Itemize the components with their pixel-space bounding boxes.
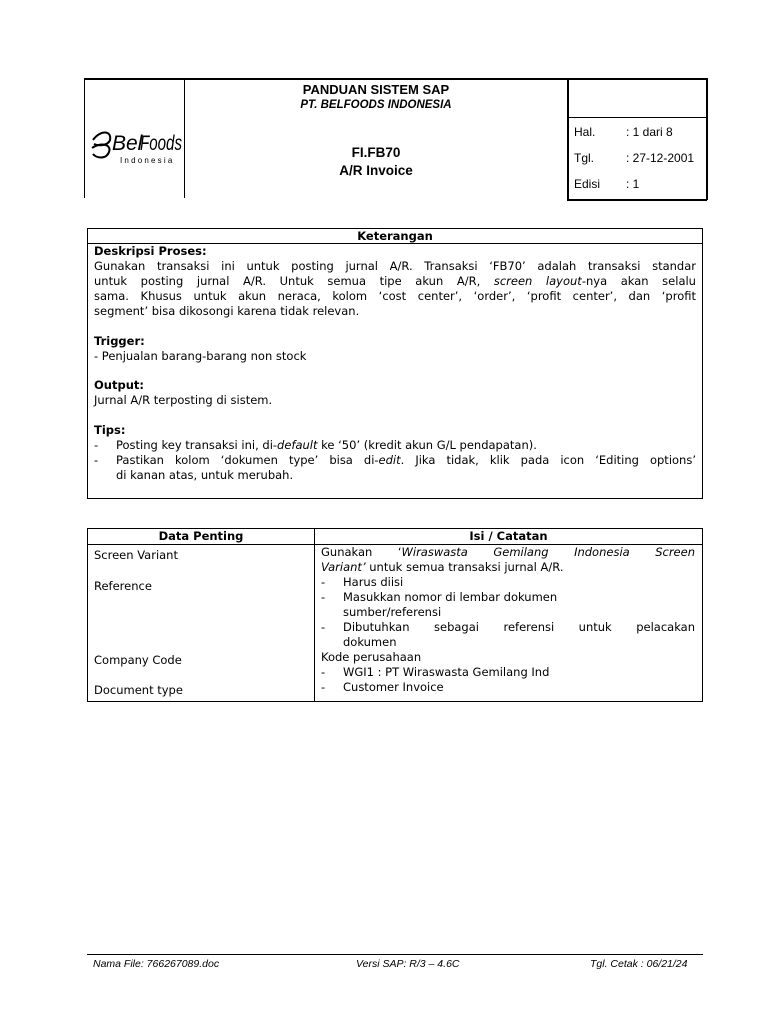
belfoods-logo-icon <box>90 118 182 170</box>
reference-item: - Harus diisi <box>321 575 404 589</box>
manual-title: PANDUAN SISTEM SAP <box>302 82 450 97</box>
row-label-document-type: Document type <box>94 683 183 697</box>
transaction-code: FI.FB70 <box>351 145 401 160</box>
company-logo <box>90 118 182 170</box>
output-title: Output: <box>94 378 144 392</box>
meta-edition: Edisi : 1 <box>574 177 640 191</box>
deskripsi-line-2: untuk posting jurnal A/R. Untuk semua tipe akun A/R, screen layout-nya akan selalu <box>94 274 696 288</box>
column-header: Isi / Catatan <box>469 529 548 543</box>
svg-text:Foods: Foods <box>140 132 183 155</box>
reference-item: - Dibutuhkan sebagai referensi untuk pelacakan dokumen <box>321 620 695 649</box>
trigger-text: - Penjualan barang-barang non stock <box>94 349 307 363</box>
svg-text:Indonesia: Indonesia <box>120 156 175 165</box>
deskripsi-line-1: Gunakan transaksi ini untuk posting jurnal A/R. Transaksi ‘FB70’ adalah transaksi standar <box>94 259 696 273</box>
tip-item: - Pastikan kolom ‘dokumen type’ bisa di-edit. Jika tidak, klik pada icon ‘Editing options’ di kanan atas, untuk merubah. <box>94 453 696 482</box>
company-code-note: Kode perusahaan <box>321 650 422 664</box>
svg-text:Bel: Bel <box>112 132 143 155</box>
row-label-screen-variant: Screen Variant <box>94 548 178 562</box>
meta-date: Tgl. : 27-12-2001 <box>574 151 695 165</box>
trigger-title: Trigger: <box>94 334 145 348</box>
output-text: Jurnal A/R terposting di sistem. <box>94 393 273 407</box>
deskripsi-line-4: segment’ bisa dikosongi karena tidak relevan. <box>94 304 360 318</box>
keterangan-heading: Keterangan <box>357 229 433 243</box>
footer-print-date: Tgl. Cetak : 06/21/24 <box>590 958 688 970</box>
row-label-reference: Reference <box>94 579 152 593</box>
document-name: A/R Invoice <box>339 163 413 178</box>
company-name: PT. BELFOODS INDONESIA <box>300 99 452 111</box>
footer-file-name: Nama File: 766267089.doc <box>93 958 220 970</box>
tip-item: - Posting key transaksi ini, di-default ke ‘50’ (kredit akun G/L pendapatan). <box>94 438 537 452</box>
column-header: Data Penting <box>158 529 244 543</box>
tips-title: Tips: <box>94 423 126 437</box>
document-type-item: - Customer Invoice <box>321 680 444 694</box>
deskripsi-title: Deskripsi Proses: <box>94 244 207 258</box>
company-code-item: - WGI1 : PT Wiraswasta Gemilang Ind <box>321 665 550 679</box>
meta-page: Hal. : 1 dari 8 <box>574 125 673 139</box>
footer-sap-version: Versi SAP: R/3 – 4.6C <box>356 958 460 970</box>
reference-item: - Masukkan nomor di lembar dokumen sumber/referensi <box>321 590 558 619</box>
row-label-company-code: Company Code <box>94 653 182 667</box>
deskripsi-line-3: sama. Khusus untuk akun neraca, kolom ‘cost center’, ‘order’, ‘profit center’, dan ‘profit <box>94 289 696 303</box>
screen-variant-note: Gunakan ‘Wiraswasta Gemilang Indonesia Screen Variant’ untuk semua transaksi jurnal A/R. <box>321 545 695 574</box>
